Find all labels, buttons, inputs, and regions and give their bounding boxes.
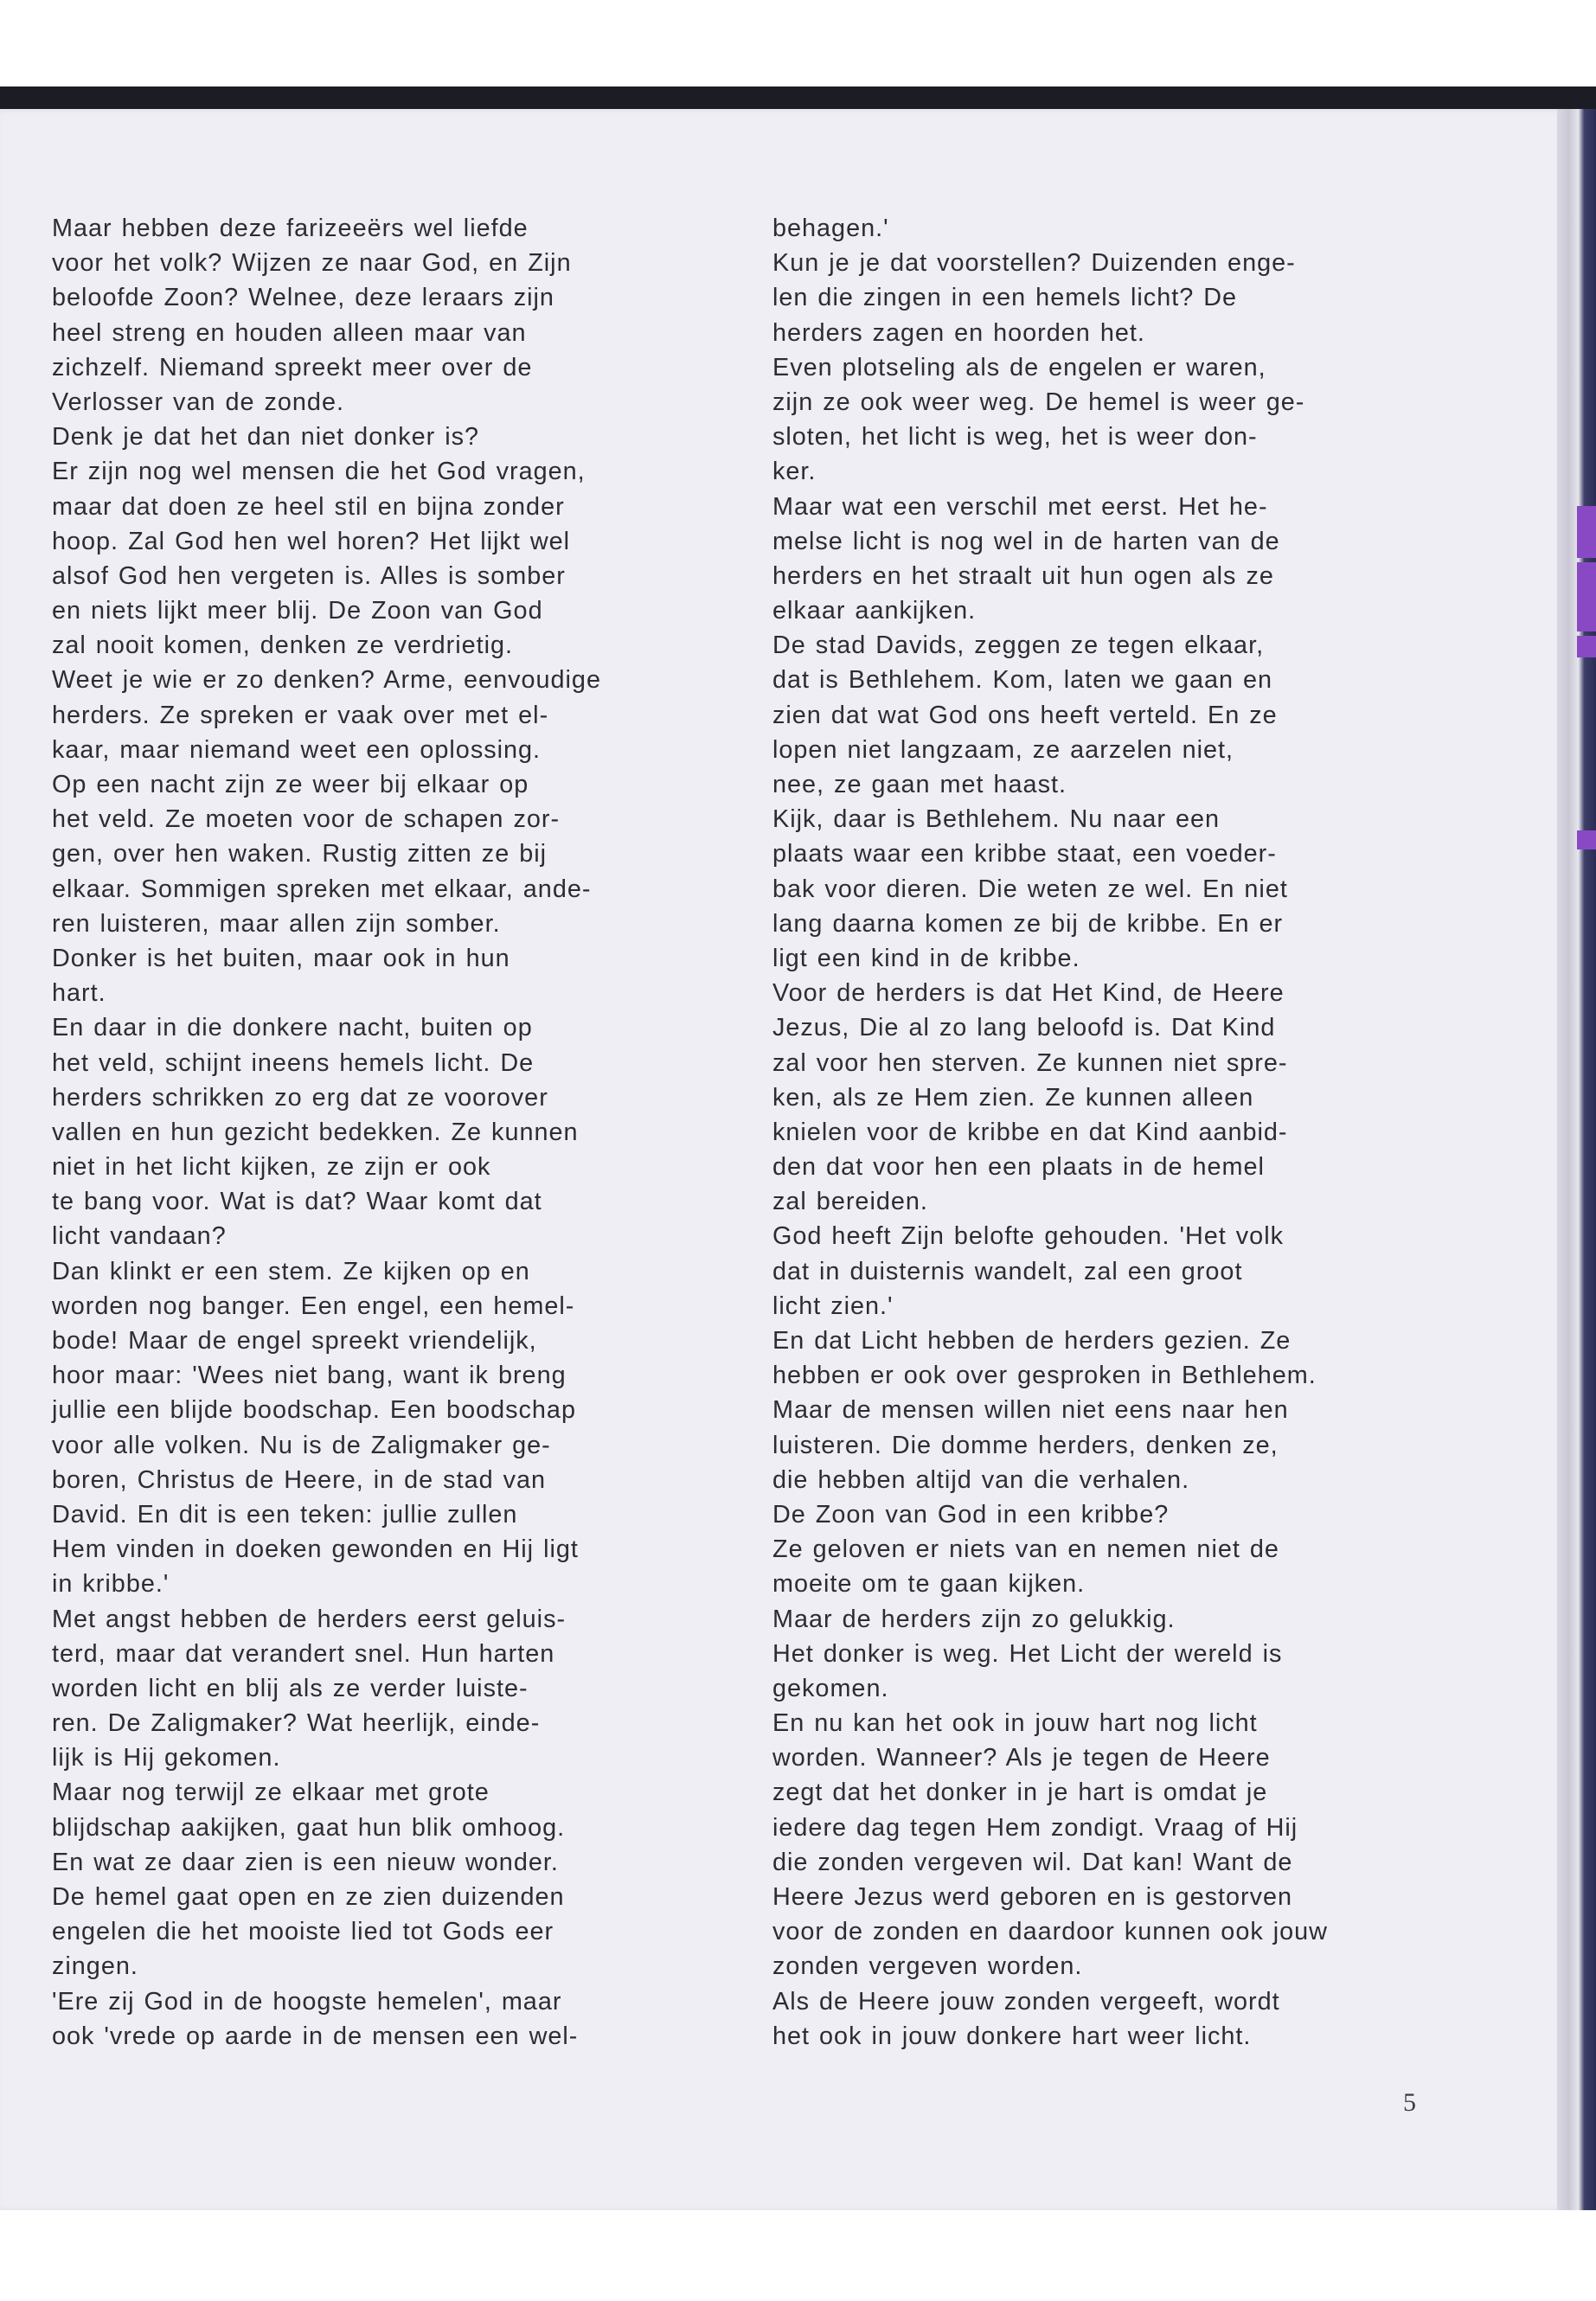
- purple-page-tab: [1577, 562, 1596, 631]
- purple-page-tab: [1577, 636, 1596, 657]
- text-line: ken, als ze Hem zien. Ze kunnen alleen: [772, 1083, 1254, 1112]
- text-line: David. En dit is een teken: jullie zullen: [52, 1500, 518, 1529]
- text-line: Hem vinden in doeken gewonden en Hij ligt: [52, 1535, 579, 1564]
- text-line: en niets lijkt meer blij. De Zoon van God: [52, 597, 543, 625]
- text-line: Kijk, daar is Bethlehem. Nu naar een: [772, 805, 1221, 834]
- text-line: licht vandaan?: [52, 1222, 227, 1251]
- text-line: melse licht is nog wel in de harten van de: [772, 527, 1280, 555]
- text-line: worden licht en blij als ze verder luiste-: [52, 1674, 529, 1702]
- text-line: voor alle volken. Nu is de Zaligmaker ge-: [52, 1431, 551, 1459]
- text-line: plaats waar een kribbe staat, een voeder-: [772, 840, 1277, 868]
- text-line: Even plotseling als de engelen er waren,: [772, 353, 1266, 381]
- text-line: gekomen.: [772, 1674, 889, 1702]
- text-line: kaar, maar niemand weet een oplossing.: [52, 735, 542, 764]
- text-line: sloten, het licht is weg, het is weer don-: [772, 423, 1258, 452]
- text-line: dat is Bethlehem. Kom, laten we gaan en: [772, 666, 1273, 695]
- text-line: zegt dat het donker in je hart is omdat je: [772, 1779, 1268, 1807]
- text-line: worden. Wanneer? Als je tegen de Heere: [772, 1744, 1271, 1772]
- text-line: zal bereiden.: [772, 1188, 928, 1216]
- text-line: hoor maar: 'Wees niet bang, want ik breng: [52, 1362, 567, 1390]
- text-line: elkaar. Sommigen spreken met elkaar, ande-: [52, 875, 592, 903]
- text-line: Voor de herders is dat Het Kind, de Heere: [772, 979, 1285, 1008]
- text-line: lopen niet langzaam, ze aarzelen niet,: [772, 735, 1234, 764]
- text-line: iedere dag tegen Hem zondigt. Vraag of Hij: [772, 1813, 1298, 1842]
- text-line: Als de Heere jouw zonden vergeeft, wordt: [772, 1987, 1280, 2016]
- text-line: zien dat wat God ons heeft verteld. En ze: [772, 701, 1278, 729]
- text-line: beloofde Zoon? Welnee, deze leraars zijn: [52, 284, 554, 312]
- text-line: Met angst hebben de herders eerst geluis-: [52, 1605, 567, 1633]
- text-line: die zonden vergeven wil. Dat kan! Want de: [772, 1848, 1293, 1876]
- text-line: moeite om te gaan kijken.: [772, 1570, 1086, 1599]
- text-line: ren. De Zaligmaker? Wat heerlijk, einde-: [52, 1709, 541, 1738]
- text-line: in kribbe.': [52, 1570, 170, 1599]
- text-line: Verlosser van de zonde.: [52, 388, 344, 416]
- text-line: Er zijn nog wel mensen die het God vragen,: [52, 458, 586, 486]
- text-line: herders schrikken zo erg dat ze voorover: [52, 1083, 548, 1112]
- text-line: engelen die het mooiste lied tot Gods eer: [52, 1918, 554, 1946]
- text-line: Op een nacht zijn ze weer bij elkaar op: [52, 771, 529, 798]
- text-line: Maar wat een verschil met eerst. Het he-: [772, 492, 1268, 521]
- text-line: behagen.': [772, 215, 889, 242]
- text-line: Jezus, Die al zo lang beloofd is. Dat Kind: [772, 1014, 1276, 1042]
- text-line: te bang voor. Wat is dat? Waar komt dat: [52, 1188, 542, 1216]
- text-line: bode! Maar de engel spreekt vriendelijk,: [52, 1327, 537, 1355]
- text-line: En nu kan het ook in jouw hart nog licht: [772, 1709, 1258, 1738]
- text-line: zichzelf. Niemand spreekt meer over de: [52, 353, 533, 381]
- text-line: Maar hebben deze farizeeërs wel liefde: [52, 215, 529, 242]
- text-line: licht zien.': [772, 1292, 894, 1320]
- text-line: terd, maar dat verandert snel. Hun harten: [52, 1639, 555, 1668]
- text-line: maar dat doen ze heel stil en bijna zonder: [52, 492, 565, 521]
- text-line: ker.: [772, 458, 817, 486]
- text-line: Maar nog terwijl ze elkaar met grote: [52, 1779, 490, 1807]
- text-line: En daar in die donkere nacht, buiten op: [52, 1014, 533, 1042]
- text-line: hoop. Zal God hen wel horen? Het lijkt wel: [52, 527, 571, 555]
- text-line: ook 'vrede op aarde in de mensen een wel-: [52, 2022, 579, 2050]
- text-line: voor het volk? Wijzen ze naar God, en Zijn: [52, 249, 572, 278]
- text-line: God heeft Zijn belofte gehouden. 'Het volk: [772, 1222, 1284, 1251]
- text-line: hart.: [52, 979, 106, 1008]
- text-line: Het donker is weg. Het Licht der wereld is: [772, 1639, 1283, 1668]
- text-line: worden nog banger. Een engel, een hemel-: [52, 1292, 575, 1320]
- text-line: het ook in jouw donkere hart weer licht.: [772, 2022, 1252, 2050]
- text-line: Denk je dat het dan niet donker is?: [52, 423, 480, 452]
- text-line: ren luisteren, maar allen zijn somber.: [52, 909, 501, 938]
- text-line: knielen voor de kribbe en dat Kind aanbid-: [772, 1118, 1288, 1146]
- text-line: dat in duisternis wandelt, zal een groot: [772, 1257, 1243, 1285]
- text-line: Maar de herders zijn zo gelukkig.: [772, 1605, 1176, 1633]
- text-line: En dat Licht hebben de herders gezien. Ze: [772, 1327, 1292, 1355]
- text-line: den dat voor hen een plaats in de hemel: [772, 1153, 1265, 1182]
- text-line: voor de zonden en daardoor kunnen ook jouw: [772, 1918, 1328, 1946]
- purple-page-tab: [1577, 506, 1596, 558]
- text-line: len die zingen in een hemels licht? De: [772, 284, 1238, 312]
- text-line: ligt een kind in de kribbe.: [772, 944, 1080, 972]
- text-line: Maar de mensen willen niet eens naar hen: [772, 1396, 1289, 1425]
- text-line: zijn ze ook weer weg. De hemel is weer ge-: [772, 388, 1305, 416]
- text-line: nee, ze gaan met haast.: [772, 771, 1067, 798]
- text-line: die hebben altijd van die verhalen.: [772, 1465, 1190, 1494]
- text-line: herders en het straalt uit hun ogen als ze: [772, 561, 1274, 590]
- text-line: jullie een blijde boodschap. Een boodschap: [52, 1396, 576, 1425]
- text-line: herders zagen en hoorden het.: [772, 318, 1145, 347]
- page-edge: [1557, 109, 1596, 2211]
- text-line: zal nooit komen, denken ze verdrietig.: [52, 631, 514, 660]
- text-line: Heere Jezus werd geboren en is gestorven: [772, 1883, 1293, 1911]
- text-line: De Zoon van God in een kribbe?: [772, 1500, 1170, 1529]
- scan-bottom-margin: [0, 2210, 1596, 2301]
- text-line: herders. Ze spreken er vaak over met el-: [52, 701, 549, 729]
- text-line: Dan klinkt er een stem. Ze kijken op en: [52, 1257, 530, 1285]
- text-line: hebben er ook over gesproken in Bethlehem.: [772, 1362, 1317, 1390]
- text-line: zingen.: [52, 1952, 138, 1981]
- text-line: Donker is het buiten, maar ook in hun: [52, 944, 510, 972]
- text-line: niet in het licht kijken, ze zijn er ook: [52, 1153, 491, 1182]
- text-line: luisteren. Die domme herders, denken ze,: [772, 1431, 1279, 1459]
- text-column-right: [772, 211, 1430, 2054]
- text-line: Kun je je dat voorstellen? Duizenden enge-: [772, 249, 1296, 278]
- text-line: En wat ze daar zien is een nieuw wonder.: [52, 1848, 559, 1876]
- text-line: boren, Christus de Heere, in de stad van: [52, 1465, 547, 1494]
- text-line: De stad Davids, zeggen ze tegen elkaar,: [772, 631, 1265, 660]
- text-line: vallen en hun gezicht bedekken. Ze kunnen: [52, 1118, 579, 1146]
- text-line: lijk is Hij gekomen.: [52, 1744, 281, 1772]
- text-line: het veld, schijnt ineens hemels licht. De: [52, 1048, 535, 1077]
- text-line: gen, over hen waken. Rustig zitten ze bij: [52, 840, 548, 868]
- text-line: zal voor hen sterven. Ze kunnen niet spre-: [772, 1048, 1288, 1077]
- purple-page-tab: [1577, 830, 1596, 849]
- text-line: zonden vergeven worden.: [772, 1952, 1083, 1981]
- text-line: 'Ere zij God in de hoogste hemelen', maar: [52, 1987, 562, 2016]
- text-line: lang daarna komen ze bij de kribbe. En er: [772, 909, 1284, 938]
- text-line: Weet je wie er zo denken? Arme, eenvoudige: [52, 666, 601, 695]
- text-line: het veld. Ze moeten voor de schapen zor-: [52, 805, 561, 834]
- text-column-left: [52, 211, 709, 2054]
- text-line: bak voor dieren. Die weten ze wel. En niet: [772, 875, 1288, 903]
- text-line: alsof God hen vergeten is. Alles is somber: [52, 561, 566, 590]
- text-line: heel streng en houden alleen maar van: [52, 318, 527, 347]
- page-number: 5: [1403, 2088, 1416, 2117]
- text-line: Ze geloven er niets van en nemen niet de: [772, 1535, 1279, 1564]
- text-line: De hemel gaat open en ze zien duizenden: [52, 1883, 565, 1911]
- text-line: blijdschap aakijken, gaat hun blik omhoog.: [52, 1813, 566, 1842]
- text-line: elkaar aankijken.: [772, 597, 977, 625]
